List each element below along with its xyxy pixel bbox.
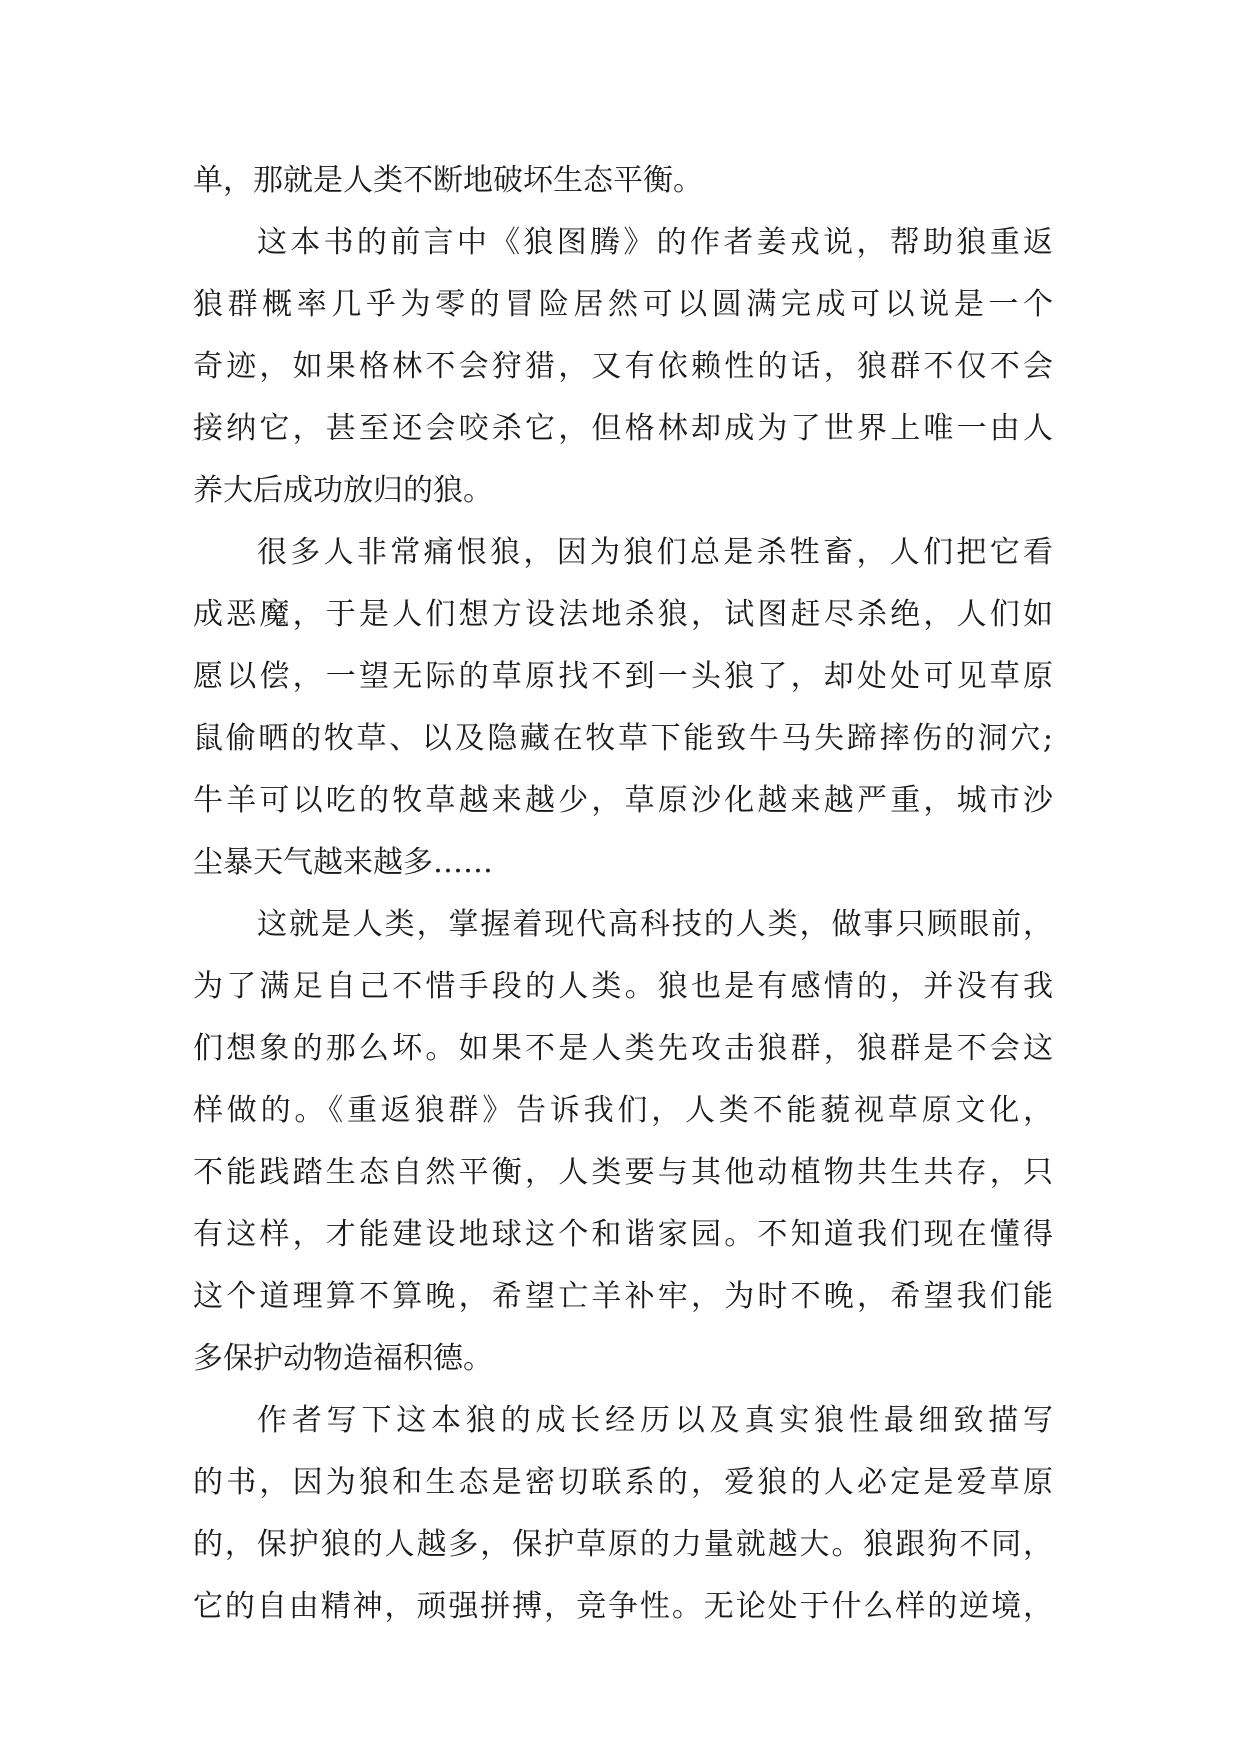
text-line: 单，那就是人类不断地破坏生态平衡。 bbox=[193, 163, 703, 198]
text-line: 尘暴天气越来越多…… bbox=[193, 845, 493, 880]
text-line: 它的自由精神，顽强拼搏，竞争性。无论处于什么样的逆境， bbox=[193, 1589, 1053, 1624]
text-line: 们想象的那么坏。如果不是人类先攻击狼群，狼群是不会这 bbox=[193, 1031, 1053, 1066]
text-line: 愿以偿，一望无际的草原找不到一头狼了，却处处可见草原 bbox=[193, 659, 1053, 694]
text-line: 这个道理算不算晚，希望亡羊补牢，为时不晚，希望我们能 bbox=[193, 1279, 1053, 1314]
text-line: 很多人非常痛恨狼，因为狼们总是杀牲畜，人们把它看 bbox=[257, 535, 1053, 570]
text-line: 狼群概率几乎为零的冒险居然可以圆满完成可以说是一个 bbox=[193, 287, 1053, 322]
text-line: 样做的。《重返狼群》告诉我们，人类不能藐视草原文化， bbox=[193, 1093, 1053, 1128]
text-line: 多保护动物造福积德。 bbox=[193, 1341, 493, 1376]
text-line: 成恶魔，于是人们想方设法地杀狼，试图赶尽杀绝，人们如 bbox=[193, 597, 1053, 632]
text-line: 作者写下这本狼的成长经历以及真实狼性最细致描写 bbox=[257, 1403, 1053, 1438]
text-line: 牛羊可以吃的牧草越来越少，草原沙化越来越严重，城市沙 bbox=[193, 783, 1053, 818]
text-line: 的书，因为狼和生态是密切联系的，爱狼的人必定是爱草原 bbox=[193, 1465, 1053, 1500]
text-line: 奇迹，如果格林不会狩猎，又有依赖性的话，狼群不仅不会 bbox=[193, 349, 1053, 384]
text-line: 接纳它，甚至还会咬杀它，但格林却成为了世界上唯一由人 bbox=[193, 411, 1053, 446]
text-line: 不能践踏生态自然平衡，人类要与其他动植物共生共存，只 bbox=[193, 1155, 1053, 1190]
text-line: 有这样，才能建设地球这个和谐家园。不知道我们现在懂得 bbox=[193, 1217, 1053, 1252]
text-line: 鼠偷晒的牧草、以及隐藏在牧草下能致牛马失蹄摔伤的洞穴; bbox=[193, 721, 1053, 756]
document-body bbox=[193, 150, 1053, 1638]
text-line: 为了满足自己不惜手段的人类。狼也是有感情的，并没有我 bbox=[193, 969, 1053, 1004]
text-line: 的，保护狼的人越多，保护草原的力量就越大。狼跟狗不同， bbox=[193, 1527, 1053, 1562]
text-line: 这就是人类，掌握着现代高科技的人类，做事只顾眼前， bbox=[257, 907, 1053, 942]
text-line: 养大后成功放归的狼。 bbox=[193, 473, 493, 508]
text-line: 这本书的前言中《狼图腾》的作者姜戎说，帮助狼重返 bbox=[257, 225, 1053, 260]
